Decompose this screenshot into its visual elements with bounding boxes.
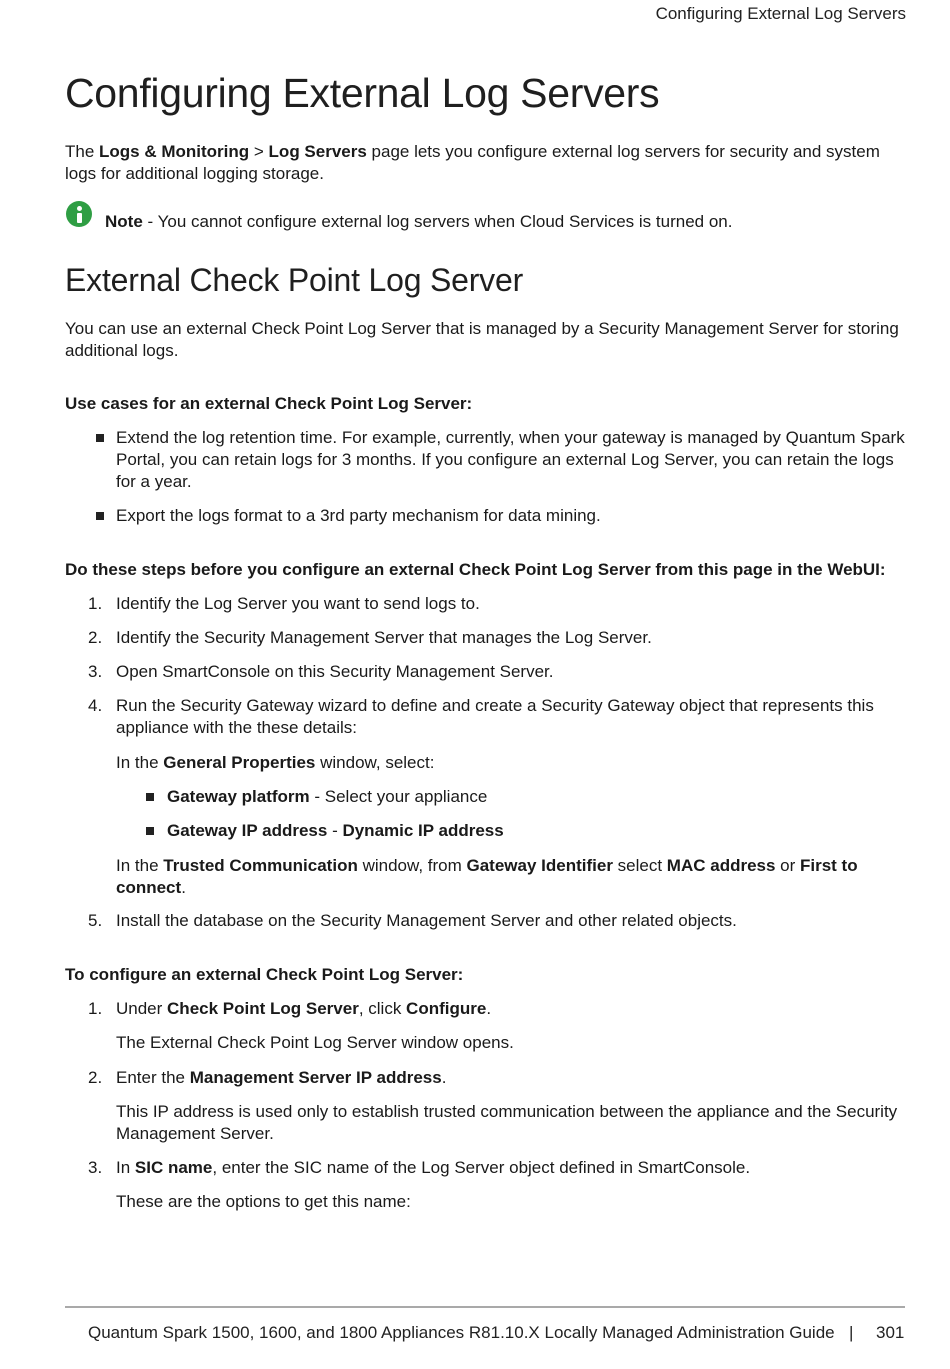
config-heading: To configure an external Check Point Log Server:: [65, 965, 464, 984]
config-step: Under Check Point Log Server, click Configure.: [116, 999, 492, 1018]
step-number: 5.: [88, 911, 103, 930]
bullet-icon: [96, 434, 104, 442]
note-text: Note - You cannot configure external log servers when Cloud Services is turned on.: [105, 212, 733, 231]
bullet-icon: [146, 827, 154, 835]
footer-guide-title: Quantum Spark 1500, 1600, and 1800 Appliances R81.10.X Locally Managed Administration Guide: [88, 1323, 835, 1342]
section-heading: External Check Point Log Server: [65, 262, 524, 298]
config-step: Enter the Management Server IP address.: [116, 1068, 447, 1087]
footer-separator: |: [849, 1323, 854, 1342]
step-number: 1.: [88, 594, 103, 613]
running-header: Configuring External Log Servers: [655, 4, 906, 23]
page-number: 301: [876, 1323, 905, 1342]
section-description: You can use an external Check Point Log Server that is managed by a Security Management Server for storing additional logs.: [65, 319, 899, 360]
step-number: 2.: [88, 628, 103, 647]
step-number: 4.: [88, 696, 103, 715]
sub-list-item: Gateway IP address - Dynamic IP address: [167, 821, 504, 840]
prereq-step: Identify the Log Server you want to send logs to.: [116, 594, 480, 613]
info-icon: [66, 201, 92, 227]
config-step-detail: These are the options to get this name:: [116, 1192, 411, 1211]
step-number: 3.: [88, 662, 103, 681]
use-cases-heading: Use cases for an external Check Point Log Server:: [65, 394, 473, 413]
prereq-step: Install the database on the Security Management Server and other related objects.: [116, 911, 737, 930]
prereq-step: Open SmartConsole on this Security Management Server.: [116, 662, 554, 681]
list-item: Export the logs format to a 3rd party mechanism for data mining.: [116, 506, 601, 525]
step-number: 2.: [88, 1068, 103, 1087]
step-number: 1.: [88, 999, 103, 1018]
footer-divider: [65, 1306, 905, 1308]
intro-paragraph: The Logs & Monitoring > Log Servers page lets you configure external log servers for security and system logs for additional logging storage.: [65, 142, 880, 183]
page-title: Configuring External Log Servers: [65, 70, 660, 116]
config-step: In SIC name, enter the SIC name of the Log Server object defined in SmartConsole.: [116, 1158, 751, 1177]
bullet-icon: [146, 793, 154, 801]
general-properties-text: In the General Properties window, select:: [116, 753, 435, 772]
prereq-step: Identify the Security Management Server that manages the Log Server.: [116, 628, 652, 647]
config-step-detail: This IP address is used only to establish trusted communication between the appliance and the Security Management Server.: [116, 1102, 898, 1143]
prereq-step: Run the Security Gateway wizard to define and create a Security Gateway object that represents this appliance with the these details:: [116, 696, 874, 737]
prereq-heading: Do these steps before you configure an external Check Point Log Server from this page in the WebUI:: [65, 560, 886, 579]
list-item: Extend the log retention time. For example, currently, when your gateway is managed by Quantum Spark Portal, you can retain logs for 3 months. If you configure an external Log Server, you can retain the logs for a year.: [116, 428, 905, 491]
bullet-icon: [96, 512, 104, 520]
sub-list-item: Gateway platform - Select your appliance: [167, 787, 488, 806]
trusted-communication-text: In the Trusted Communication window, from Gateway Identifier select MAC address or First to connect.: [116, 856, 858, 897]
config-step-result: The External Check Point Log Server window opens.: [116, 1033, 514, 1052]
step-number: 3.: [88, 1158, 103, 1177]
